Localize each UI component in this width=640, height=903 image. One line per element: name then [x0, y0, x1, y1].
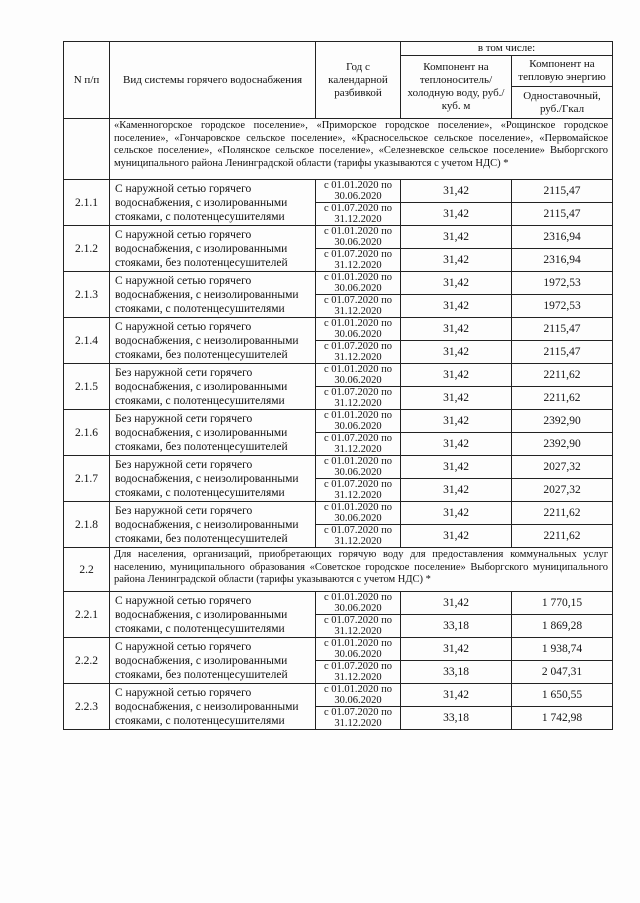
carrier-value: 33,18: [401, 615, 512, 638]
tariff-table: [63, 41, 613, 730]
row-description: Без наружной сети горячего водоснабжения, с неизолированными стояками, без полотенцесушителей: [110, 502, 316, 548]
section-row: [64, 119, 613, 180]
row-number: 2.1.3: [64, 272, 110, 318]
row-description: С наружной сетью горячего водоснабжения, с изолированными стояками, без полотенцесушителей: [110, 226, 316, 272]
period-second-half: с 01.07.2020 по 31.12.2020: [316, 387, 401, 410]
carrier-value: 31,42: [401, 525, 512, 548]
row-description: Без наружной сети горячего водоснабжения, с изолированными стояками, с полотенцесушителями: [110, 364, 316, 410]
period-second-half: с 01.07.2020 по 31.12.2020: [316, 341, 401, 364]
row-number: 2.1.2: [64, 226, 110, 272]
table-row: [64, 456, 613, 479]
energy-value: 1 770,15: [512, 592, 613, 615]
header-energy-unit: Одноставочный, руб./Гкал: [512, 87, 613, 119]
period-second-half: с 01.07.2020 по 31.12.2020: [316, 203, 401, 226]
energy-value: 2211,62: [512, 364, 613, 387]
energy-value: 1 650,55: [512, 684, 613, 707]
period-second-half: с 01.07.2020 по 31.12.2020: [316, 525, 401, 548]
carrier-value: 31,42: [401, 295, 512, 318]
row-description: Без наружной сети горячего водоснабжения, с изолированными стояками, без полотенцесушителей: [110, 410, 316, 456]
period-first-half: с 01.01.2020 по 30.06.2020: [316, 318, 401, 341]
energy-value: 2392,90: [512, 433, 613, 456]
table-row: [64, 410, 613, 433]
carrier-value: 31,42: [401, 433, 512, 456]
carrier-value: 31,42: [401, 684, 512, 707]
table-row: [64, 272, 613, 295]
carrier-value: 31,42: [401, 502, 512, 525]
energy-value: 1 869,28: [512, 615, 613, 638]
carrier-value: 31,42: [401, 249, 512, 272]
energy-value: 2211,62: [512, 502, 613, 525]
header-num: N п/п: [64, 42, 110, 119]
carrier-value: 33,18: [401, 661, 512, 684]
carrier-value: 31,42: [401, 638, 512, 661]
period-first-half: с 01.01.2020 по 30.06.2020: [316, 638, 401, 661]
energy-value: 1 742,98: [512, 707, 613, 730]
energy-value: 2115,47: [512, 318, 613, 341]
carrier-value: 31,42: [401, 318, 512, 341]
row-description: С наружной сетью горячего водоснабжения, с изолированными стояками, с полотенцесушителями: [110, 180, 316, 226]
carrier-value: 31,42: [401, 341, 512, 364]
table-row: [64, 318, 613, 341]
section-1-text: «Каменногорское городское поселение», «Приморское городское поселение», «Рощинское городское поселение», «Гончаровское сельское поселение», «Красносельское сельское поселение», «Первомайское сельское поселение», «Полянское сельское поселение», «Селезневское сельское поселение» Выборгского муниципального района Ленинградской области (тарифы указываются с учетом НДС) *: [110, 119, 613, 180]
energy-value: 1972,53: [512, 272, 613, 295]
row-number: 2.1.4: [64, 318, 110, 364]
section-num-cell: [64, 119, 110, 180]
period-first-half: с 01.01.2020 по 30.06.2020: [316, 592, 401, 615]
energy-value: 2027,32: [512, 456, 613, 479]
period-first-half: с 01.01.2020 по 30.06.2020: [316, 364, 401, 387]
period-first-half: с 01.01.2020 по 30.06.2020: [316, 410, 401, 433]
carrier-value: 31,42: [401, 364, 512, 387]
carrier-value: 31,42: [401, 479, 512, 502]
carrier-value: 33,18: [401, 707, 512, 730]
period-second-half: с 01.07.2020 по 31.12.2020: [316, 707, 401, 730]
energy-value: 2115,47: [512, 341, 613, 364]
energy-value: 2115,47: [512, 203, 613, 226]
energy-value: 2 047,31: [512, 661, 613, 684]
table-row: [64, 638, 613, 661]
row-description: Без наружной сети горячего водоснабжения, с неизолированными стояками, с полотенцесушителями: [110, 456, 316, 502]
carrier-value: 31,42: [401, 592, 512, 615]
tariff-table-body: [64, 119, 613, 730]
row-description: С наружной сетью горячего водоснабжения, с изолированными стояками, с полотенцесушителями: [110, 592, 316, 638]
energy-value: 2392,90: [512, 410, 613, 433]
energy-value: 2115,47: [512, 180, 613, 203]
carrier-value: 31,42: [401, 203, 512, 226]
row-number: 2.1.8: [64, 502, 110, 548]
row-description: С наружной сетью горячего водоснабжения, с неизолированными стояками, без полотенцесушителей: [110, 318, 316, 364]
carrier-value: 31,42: [401, 456, 512, 479]
row-number: 2.1.7: [64, 456, 110, 502]
period-second-half: с 01.07.2020 по 31.12.2020: [316, 295, 401, 318]
header-carrier-component: Компонент на теплоноситель/ холодную воду, руб./куб. м: [401, 56, 512, 119]
energy-value: 2316,94: [512, 226, 613, 249]
carrier-value: 31,42: [401, 410, 512, 433]
table-row: [64, 364, 613, 387]
table-row: [64, 180, 613, 203]
row-number: 2.1.5: [64, 364, 110, 410]
row-description: С наружной сетью горячего водоснабжения, с изолированными стояками, без полотенцесушителей: [110, 638, 316, 684]
row-number: 2.2.3: [64, 684, 110, 730]
period-first-half: с 01.01.2020 по 30.06.2020: [316, 226, 401, 249]
period-second-half: с 01.07.2020 по 31.12.2020: [316, 433, 401, 456]
period-second-half: с 01.07.2020 по 31.12.2020: [316, 479, 401, 502]
row-number: 2.1.6: [64, 410, 110, 456]
section-2-text: Для населения, организаций, приобретающих горячую воду для предоставления коммунальных услуг населению, муниципального образования «Советское городское поселение» Выборгского муниципального района Ленинградской области (тарифы указываются с учетом НДС) *: [110, 548, 613, 592]
carrier-value: 31,42: [401, 272, 512, 295]
section-row: [64, 548, 613, 592]
table-row: [64, 592, 613, 615]
period-second-half: с 01.07.2020 по 31.12.2020: [316, 615, 401, 638]
header-system-type: Вид системы горячего водоснабжения: [110, 42, 316, 119]
carrier-value: 31,42: [401, 180, 512, 203]
energy-value: 2211,62: [512, 387, 613, 410]
period-second-half: с 01.07.2020 по 31.12.2020: [316, 249, 401, 272]
energy-value: 2027,32: [512, 479, 613, 502]
energy-value: 1972,53: [512, 295, 613, 318]
period-first-half: с 01.01.2020 по 30.06.2020: [316, 180, 401, 203]
period-second-half: с 01.07.2020 по 31.12.2020: [316, 661, 401, 684]
header-year: Год с календарной разбивкой: [316, 42, 401, 119]
period-first-half: с 01.01.2020 по 30.06.2020: [316, 502, 401, 525]
row-number: 2.1.1: [64, 180, 110, 226]
table-row: [64, 226, 613, 249]
table-row: [64, 684, 613, 707]
header-including: в том числе:: [401, 42, 613, 56]
row-description: С наружной сетью горячего водоснабжения, с неизолированными стояками, с полотенцесушителями: [110, 684, 316, 730]
header-energy-component: Компонент на тепловую энергию: [512, 56, 613, 87]
energy-value: 2316,94: [512, 249, 613, 272]
row-description: С наружной сетью горячего водоснабжения, с неизолированными стояками, с полотенцесушителями: [110, 272, 316, 318]
row-number: 2.2.2: [64, 638, 110, 684]
period-first-half: с 01.01.2020 по 30.06.2020: [316, 456, 401, 479]
carrier-value: 31,42: [401, 226, 512, 249]
table-row: [64, 502, 613, 525]
period-first-half: с 01.01.2020 по 30.06.2020: [316, 684, 401, 707]
carrier-value: 31,42: [401, 387, 512, 410]
section-2-num: 2.2: [64, 548, 110, 592]
period-first-half: с 01.01.2020 по 30.06.2020: [316, 272, 401, 295]
energy-value: 1 938,74: [512, 638, 613, 661]
energy-value: 2211,62: [512, 525, 613, 548]
row-number: 2.2.1: [64, 592, 110, 638]
